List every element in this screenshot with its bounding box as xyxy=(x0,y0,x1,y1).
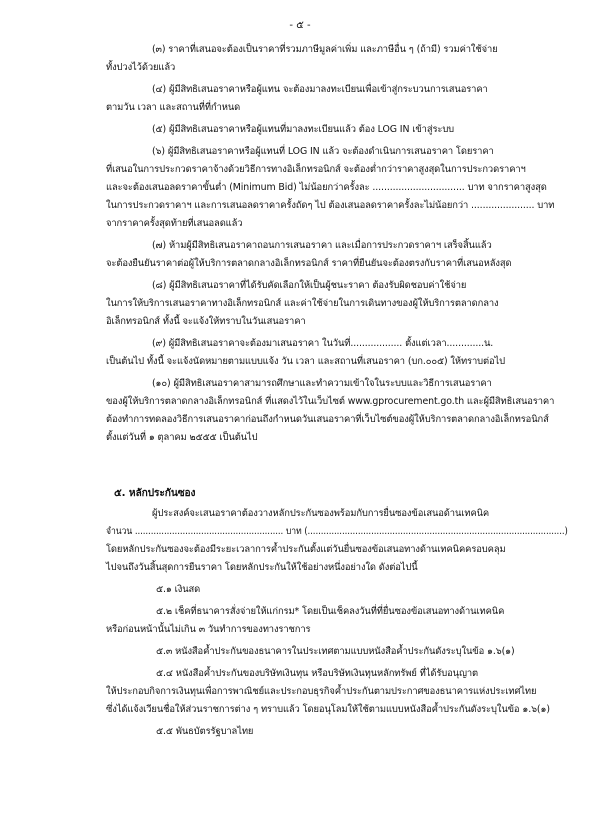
clause-9-line-2: เป็นต้นไป ทั้งนี้ จะแจ้งนัดหมายตามแบบแจ้ง วัน เวลา และสถานที่เสนอราคา (บก.๐๐๕) ให้ทราบต่อไป xyxy=(106,356,505,367)
clause-6-line-4: ในการประกวดราคาฯ และการเสนอลดราคาครั้งถัดๆ ไป ต้องเสนอลดราคาครั้งละไม่น้อยกว่า ...................... บาท xyxy=(106,200,555,211)
clause-8-line-1: (๘) ผู้มีสิทธิเสนอราคาที่ได้รับคัดเลือกให้เป็นผู้ชนะราคา ต้องรับผิดชอบค่าใช้จ่าย xyxy=(152,280,467,291)
clause-6-line-5: จากราคาครั้งสุดท้ายที่เสนอลดแล้ว xyxy=(106,218,243,229)
page-number: - ๕ - xyxy=(289,20,311,31)
item-5-5: ๕.๕ พันธบัตรรัฐบาลไทย xyxy=(156,726,254,737)
section-5-heading: ๕. หลักประกันซอง xyxy=(114,488,196,499)
clause-10-line-4: ตั้งแต่วันที่ ๑ ตุลาคม ๒๕๕๕ เป็นต้นไป xyxy=(106,432,258,443)
clause-3-line-2: ทั้งปวงไว้ด้วยแล้ว xyxy=(106,62,176,73)
clause-7-line-2: จะต้องยืนยันราคาต่อผู้ให้บริการตลาดกลางอิเล็กทรอนิกส์ ราคาที่ยืนยันจะต้องตรงกับราคาที่เสนอหลังสุด xyxy=(106,258,512,269)
item-5-4-line-2: ให้ประกอบกิจการเงินทุนเพื่อการพาณิชย์และประกอบธุรกิจค้ำประกันตามประกาศของธนาคารแห่งประเทศไทย xyxy=(106,686,537,697)
item-5-3: ๕.๓ หนังสือค้ำประกันของธนาคารในประเทศตามแบบหนังสือค้ำประกันดังระบุในข้อ ๑.๖(๑) xyxy=(156,646,515,657)
item-5-2-line-1: ๕.๒ เช็คที่ธนาคารสั่งจ่ายให้แก่กรม* โดยเป็นเช็คลงวันที่ที่ยื่นซองข้อเสนอทางด้านเทคนิค xyxy=(156,606,505,617)
clause-10-line-3: ต้องทำการทดลองวิธีการเสนอราคาก่อนถึงกำหนดวันเสนอราคาที่เว็บไซต์ของผู้ให้บริการตลาดกลางอิเล็กทรอนิกส์ xyxy=(106,414,549,425)
clause-6-line-2: ที่เสนอในการประกวดราคาจ้างด้วยวิธีการทางอิเล็กทรอนิกส์ จะต้องต่ำกว่าราคาสูงสุดในการประกวดราคาฯ xyxy=(106,164,526,175)
clause-10-line-1: (๑๐) ผู้มีสิทธิเสนอราคาสามารถศึกษาและทำความเข้าใจในระบบและวิธีการเสนอราคา xyxy=(152,378,492,389)
clause-9-line-1: (๙) ผู้มีสิทธิเสนอราคาจะต้องมาเสนอราคา ในวันที่.................. ตั้งแต่เวลา.............น. xyxy=(152,338,494,349)
item-5-4-line-3: ซึ่งได้แจ้งเวียนชื่อให้ส่วนราชการต่าง ๆ ทราบแล้ว โดยอนุโลมให้ใช้ตามแบบหนังสือค้ำประกันดังระบุในข้อ ๑.๖(๑) xyxy=(106,704,550,715)
clause-4-line-1: (๔) ผู้มีสิทธิเสนอราคาหรือผู้แทน จะต้องมาลงทะเบียนเพื่อเข้าสู่กระบวนการเสนอราคา xyxy=(152,84,488,95)
section-5-intro-line-2: จำนวน ........................................................ บาท (.................................................................................................) xyxy=(106,526,568,537)
section-5-intro-line-1: ผู้ประสงค์จะเสนอราคาต้องวางหลักประกันซองพร้อมกับการยื่นซองข้อเสนอด้านเทคนิค xyxy=(152,508,490,519)
item-5-4-line-1: ๕.๔ หนังสือค้ำประกันของบริษัทเงินทุน หรือบริษัทเงินทุนหลักทรัพย์ ที่ได้รับอนุญาต xyxy=(156,668,479,679)
section-5-intro-line-4: ไปจนถึงวันสิ้นสุดการยืนราคา โดยหลักประกันให้ใช้อย่างหนึ่งอย่างใด ดังต่อไปนี้ xyxy=(106,562,418,573)
clause-8-line-2: ในการให้บริการเสนอราคาทางอิเล็กทรอนิกส์ และค่าใช้จ่ายในการเดินทางของผู้ให้บริการตลาดกลาง xyxy=(106,298,499,309)
section-5-intro-line-3: โดยหลักประกันซองจะต้องมีระยะเวลาการค้ำประกันตั้งแต่วันยื่นซองข้อเสนอทางด้านเทคนิคครอบคลุม xyxy=(106,544,506,555)
clause-3-line-1: (๓) ราคาที่เสนอจะต้องเป็นราคาที่รวมภาษีมูลค่าเพิ่ม และภาษีอื่น ๆ (ถ้ามี) รวมค่าใช้จ่าย xyxy=(152,44,498,55)
clause-10-line-2: ของผู้ให้บริการตลาดกลางอิเล็กทรอนิกส์ ที่แสดงไว้ในเว็บไซต์ www.gprocurement.go.th และผู้มีสิทธิเสนอราคา xyxy=(106,396,555,407)
item-5-1: ๕.๑ เงินสด xyxy=(156,584,201,595)
clause-7-line-1: (๗) ห้ามผู้มีสิทธิเสนอราคาถอนการเสนอราคา และเมื่อการประกวดราคาฯ เสร็จสิ้นแล้ว xyxy=(152,240,492,251)
clause-6-line-3: และจะต้องเสนอลดราคาขั้นต่ำ (Minimum Bid) ไม่น้อยกว่าครั้งละ ................................ บาท จากราคาสูงสุด xyxy=(106,182,547,193)
clause-5-line-1: (๕) ผู้มีสิทธิเสนอราคาหรือผู้แทนที่มาลงทะเบียนแล้ว ต้อง LOG IN เข้าสู่ระบบ xyxy=(152,124,455,135)
clause-8-line-3: อิเล็กทรอนิกส์ ทั้งนี้ จะแจ้งให้ทราบในวันเสนอราคา xyxy=(106,316,306,327)
clause-6-line-1: (๖) ผู้มีสิทธิเสนอราคาหรือผู้แทนที่ LOG IN แล้ว จะต้องดำเนินการเสนอราคา โดยราคา xyxy=(152,146,494,157)
clause-4-line-2: ตามวัน เวลา และสถานที่ที่กำหนด xyxy=(106,102,241,113)
item-5-2-line-2: หรือก่อนหน้านั้นไม่เกิน ๓ วันทำการของทางราชการ xyxy=(106,624,311,635)
